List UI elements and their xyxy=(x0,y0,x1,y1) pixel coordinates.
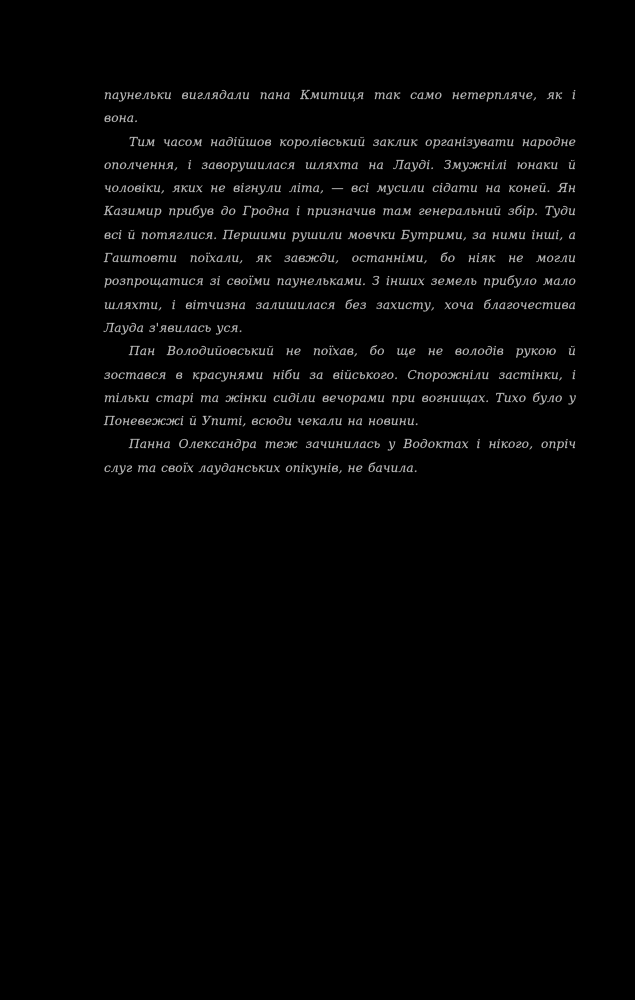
paragraph-3: Пан Володийовський не поїхав, бо ще не володів рукою й зостався в красунями ніби за війського. Спорожніли застінки, і тільки старі та жінки сиділи вечорами при вогнищах. Тихо було у Поневежжі й Упиті, всюди чекали на новини. xyxy=(104,344,576,429)
paragraph-2: Тим часом надійшов королівський заклик організувати народне ополчення, і заворушилася шляхта на Лауді. Змужнілі юнаки й чоловіки, яких не вігнули літа, — всі мусили сідати на коней. Ян Казимир прибув до Гродна і призначив там генеральний збір. Туди всі й потяглися. Першими рушили мовчки Бутрими, за ними інші, а Гаштовти поїхали, як завжди, останніми, бо ніяк не могли розпрощатися зі своїми паунельками. З інших земель прибуло мало шляхти, і вітчизна залишилася без захисту, хоча благочестива Лауда з'явилась уся. xyxy=(104,134,576,335)
paragraph-4: Панна Олександра теж зачинилась у Водоктах і нікого, опріч слуг та своїх лауданських опікунів, не бачила. xyxy=(104,437,576,475)
page-text-block xyxy=(104,84,576,480)
paragraph-1: паунельки виглядали пана Кмитиця так само нетерпляче, як і вона. xyxy=(104,88,576,126)
